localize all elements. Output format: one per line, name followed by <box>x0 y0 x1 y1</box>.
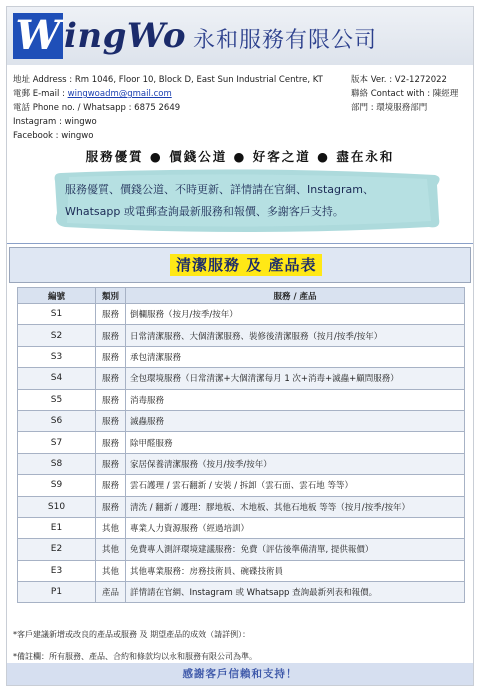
table-body <box>18 304 465 603</box>
contact-info <box>13 73 323 143</box>
row-description: 家居保養清潔服務（按月/按季/按年） <box>126 453 465 474</box>
table-row <box>18 496 465 517</box>
banner-line-2: Whatsapp 或電郵查詢最新服務和報價、多謝客戶支持。 <box>65 205 344 218</box>
row-category: 其他 <box>96 517 126 538</box>
header-description: 服務 / 產品 <box>126 288 465 304</box>
row-code: S4 <box>18 368 96 389</box>
customer-suggestion-note: *客戶建議新增或改良的產品或服務 及 期望產品的成效（請詳例）： <box>13 630 251 639</box>
logo-initial: W <box>13 13 63 59</box>
company-name: 永和服務有限公司 <box>193 28 378 53</box>
row-code: E2 <box>18 539 96 560</box>
row-category: 服務 <box>96 475 126 496</box>
table-row <box>18 475 465 496</box>
table-header-row <box>18 288 465 304</box>
row-code: S3 <box>18 346 96 367</box>
table-row <box>18 539 465 560</box>
row-code: S10 <box>18 496 96 517</box>
remarks-note: *備註欄：所有服務、產品、合約和條款均以永和服務有限公司為準。 <box>13 652 257 661</box>
row-code: S2 <box>18 325 96 346</box>
table-row <box>18 304 465 325</box>
wingwo-logo <box>13 13 186 59</box>
row-description: 其他專業服務：房務技術員、碗碟技術員 <box>126 560 465 581</box>
phone-line: 電話 Phone no. / Whatsapp : 6875 2649 <box>13 103 181 113</box>
row-code: S7 <box>18 432 96 453</box>
table-row <box>18 325 465 346</box>
table-row <box>18 517 465 538</box>
announcement-banner <box>51 167 443 233</box>
row-code: S6 <box>18 410 96 431</box>
table-row <box>18 410 465 431</box>
service-table <box>17 287 465 603</box>
facebook-line: Facebook : wingwo <box>13 131 94 141</box>
row-category: 服務 <box>96 432 126 453</box>
row-description: 日常清潔服務、大個清潔服務、裝修後清潔服務（按月/按季/按年） <box>126 325 465 346</box>
table-row <box>18 368 465 389</box>
row-code: S1 <box>18 304 96 325</box>
row-category: 其他 <box>96 539 126 560</box>
row-description: 消毒服務 <box>126 389 465 410</box>
table-title-row <box>9 247 471 283</box>
table-title: 清潔服務 及 產品表 <box>170 254 322 276</box>
table-row <box>18 346 465 367</box>
table-row <box>18 432 465 453</box>
row-category: 服務 <box>96 496 126 517</box>
header-category: 類別 <box>96 288 126 304</box>
row-description: 倒欄服務（按月/按季/按年） <box>126 304 465 325</box>
row-description: 除甲醛服務 <box>126 432 465 453</box>
row-description: 詳情請在官網、Instagram 或 Whatsapp 查詢最新列表和報價。 <box>126 582 465 603</box>
email-link[interactable]: wingwoadm@gmail.com <box>67 89 172 99</box>
email-label: 電郵 E-mail : <box>13 89 68 99</box>
department-line: 部門 : 環境服務部門 <box>351 103 428 113</box>
row-category: 產品 <box>96 582 126 603</box>
row-category: 其他 <box>96 560 126 581</box>
contact-person-line: 聯絡 Contact with : 陳經理 <box>351 89 459 99</box>
logo-text: ingWo <box>64 16 186 56</box>
row-category: 服務 <box>96 453 126 474</box>
table-row <box>18 389 465 410</box>
row-description: 專業人力資源服務（經過培訓） <box>126 517 465 538</box>
row-description: 免費專人測評環境建議服務：免費（評估後準備清單, 提供報價） <box>126 539 465 560</box>
row-category: 服務 <box>96 325 126 346</box>
row-code: S5 <box>18 389 96 410</box>
thank-you-footer: 感謝客戶信賴和支持！ <box>7 663 473 685</box>
row-description: 清洗 / 翻新 / 護理：膠地板、木地板、其他石地板 等等（按月/按季/按年） <box>126 496 465 517</box>
header-code: 編號 <box>18 288 96 304</box>
version-line: 版本 Ver. : V2-1272022 <box>351 75 447 85</box>
row-category: 服務 <box>96 346 126 367</box>
email-line <box>13 87 323 101</box>
row-category: 服務 <box>96 389 126 410</box>
address-line: 地址 Address : Rm 1046, Floor 10, Block D, East Sun Industrial Centre, KT <box>13 75 323 85</box>
row-code: S9 <box>18 475 96 496</box>
row-description: 承包清潔服務 <box>126 346 465 367</box>
row-code: E1 <box>18 517 96 538</box>
table-row <box>18 453 465 474</box>
document-page <box>6 6 474 686</box>
banner-text <box>65 179 435 223</box>
version-info <box>351 73 458 115</box>
instagram-line: Instagram : wingwo <box>13 117 97 127</box>
table-row <box>18 560 465 581</box>
header-band <box>7 7 473 65</box>
row-code: P1 <box>18 582 96 603</box>
row-description: 滅蟲服務 <box>126 410 465 431</box>
section-divider <box>7 243 473 244</box>
banner-line-1: 服務優質、價錢公道、不時更新、詳情請在官網、Instagram、 <box>65 183 374 196</box>
row-category: 服務 <box>96 410 126 431</box>
table-row <box>18 582 465 603</box>
slogan: 服務優質 ● 價錢公道 ● 好客之道 ● 盡在永和 <box>85 149 395 164</box>
row-category: 服務 <box>96 368 126 389</box>
row-description: 全包環境服務（日常清潔+大個清潔每月 1 次+消毒+滅蟲+顧問服務） <box>126 368 465 389</box>
row-code: E3 <box>18 560 96 581</box>
row-description: 雲石護理 / 雲石翻新 / 安裝 / 拆卸（雲石面、雲石地 等等） <box>126 475 465 496</box>
row-code: S8 <box>18 453 96 474</box>
row-category: 服務 <box>96 304 126 325</box>
